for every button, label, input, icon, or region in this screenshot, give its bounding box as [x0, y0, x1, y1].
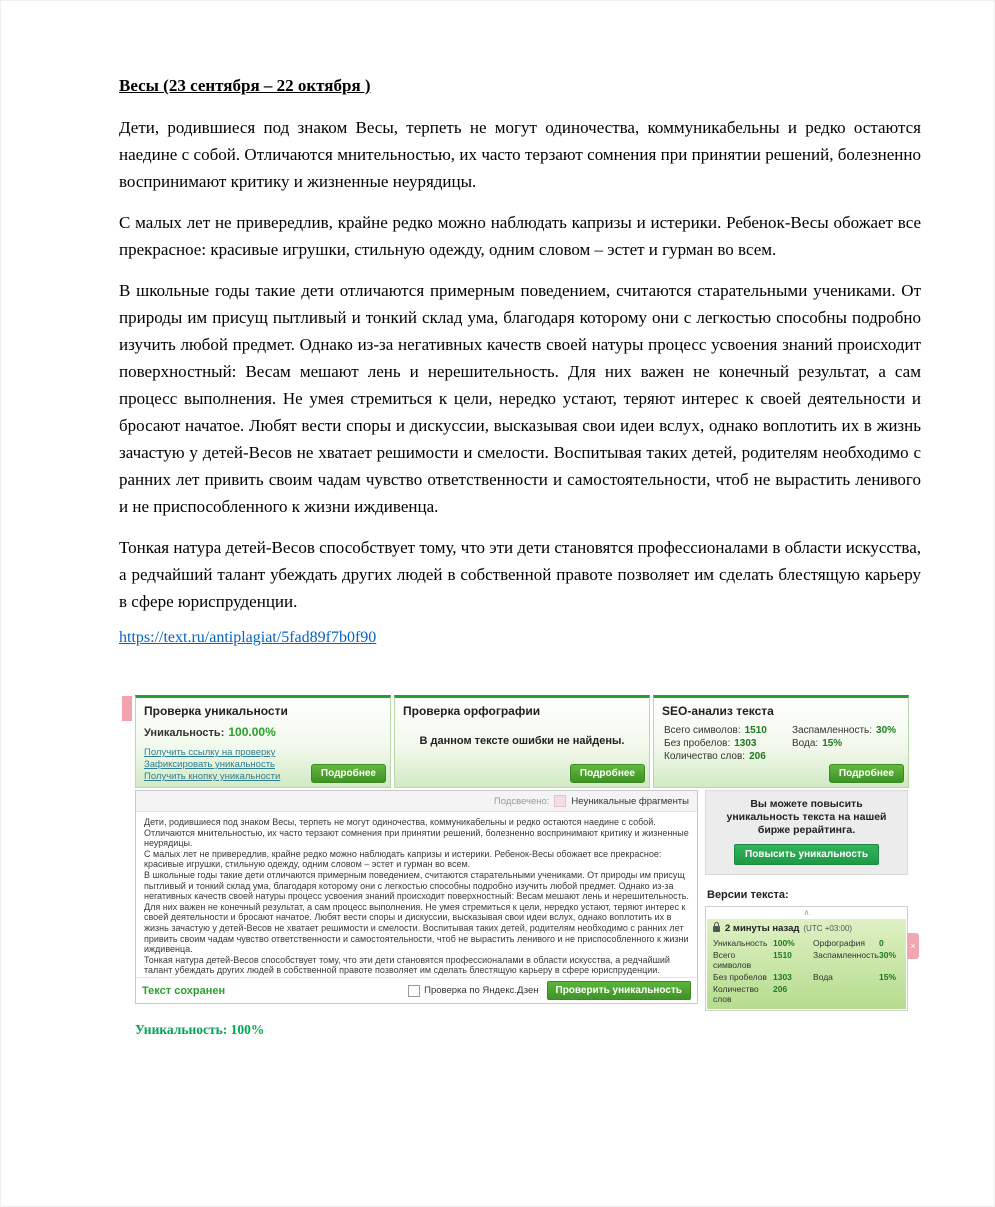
version-stat-label: Всего символов [713, 950, 752, 970]
checker-sidebar [705, 790, 916, 1011]
textru-screenshot [119, 693, 921, 1015]
version-stat-value: 1510 [773, 950, 792, 960]
seo-stats-right [792, 725, 896, 764]
antiplagiat-link[interactable]: https://text.ru/antiplagiat/5fad89f7b0f90 [119, 629, 377, 646]
seo-water-label: Вода: [792, 738, 819, 749]
checked-text-paragraph-4: Тонкая натура детей-Весов способствует тому, что эти дети становятся профессионалами в области искусства, а редчайший талант убеждать других людей в собственной правоте позволяет им сделать блестящую карьеру в сфере юриспруденции. [144, 954, 670, 976]
document-uniqueness-result: Уникальность: 100% [135, 1022, 265, 1037]
seo-word-count-value: 206 [749, 751, 766, 762]
checked-text-paragraph-2: С малых лет не привередлив, крайне редко можно наблюдать капризы и истерики. Ребенок-Весы обожает все прекрасное: красивые игрушки, стильную одежду, одним словом – эстет и гурман во всем. [144, 848, 662, 870]
highlight-legend-bar [136, 791, 697, 812]
version-time-row [713, 923, 900, 934]
get-check-link[interactable]: Получить ссылку на проверку [144, 747, 276, 758]
seo-water-value: 15% [822, 738, 843, 749]
fix-uniqueness-link[interactable]: Зафиксировать уникальность [144, 759, 276, 770]
lock-icon [713, 926, 720, 932]
seo-total-chars [664, 725, 792, 736]
yandex-zen-checkbox[interactable] [408, 985, 420, 997]
checked-text-paragraph-3: В школьные годы такие дети отличаются примерным поведением, считаются старательными учениками. От природы им присущ пытливый и тонкий склад ума, благодаря которому они с легкостью способны подробно изучить любой предмет. Однако из-за негативных качеств своей натуры процесс усвоения знаний происходит поверхностный: Весам мешают лень и нерешительность. Для них важен не конечный результат, а сам процесс выполнения. Не умея стремиться к цели, нередко устают, теряют интерес к своей деятельности и бросают начатое. Любят вести споры и дискуссии, высказывая свои идеи вслух, однако воплотить их в жизнь зачастую у детей-Весов не хватает решимости и смелости. Воспитывая таких детей, родителям необходимо с ранних лет привить своим чадам чувство ответственности и самостоятельности, чтоб не вырастить ленивого и не приспособленного к жизни иждивенца. [144, 869, 689, 955]
highlight-label: Подсвечено: [493, 795, 550, 807]
seo-stats-left [664, 725, 792, 764]
yandex-zen-checkbox-label: Проверка по Яндекс.Дзен [424, 985, 539, 996]
rewrite-promo-text: Вы можете повысить уникальность текста на нашей бирже рерайтинга. [726, 798, 887, 836]
seo-word-count [664, 751, 792, 762]
document-body [119, 76, 921, 663]
uniqueness-label: Уникальность: [144, 727, 225, 739]
version-stat-value: 1303 [773, 972, 792, 982]
seo-word-count-label: Количество слов: [664, 751, 746, 762]
version-stat-label: Без пробелов [713, 972, 767, 982]
version-stat-value [879, 984, 900, 1004]
document-paragraph-4: Тонкая натура детей-Весов способствует тому, что эти дети становятся профессионалами в области искусства, а редчайший талант убеждать других людей в собственной правоте позволяет им сделать блестящую карьеру в сфере юриспруденции. [119, 538, 921, 611]
seo-stats [654, 718, 908, 764]
checked-text[interactable] [136, 812, 697, 981]
document-title: Весы (23 сентября – 22 октября ) [119, 76, 371, 95]
version-stats [713, 938, 900, 1004]
version-time: 2 минуты назад [725, 923, 800, 934]
version-stat-value: 100% [773, 938, 795, 948]
highlight-legend: Неуникальные фрагменты [571, 795, 689, 807]
seo-spam-value: 30% [876, 725, 897, 736]
version-entry[interactable] [707, 919, 916, 1009]
collapse-versions-icon[interactable]: ∧ [803, 908, 810, 917]
delete-version-button[interactable]: × [907, 933, 919, 959]
uniqueness-details-button[interactable]: Подробнее [311, 764, 386, 783]
seo-no-spaces-value: 1303 [734, 738, 757, 749]
version-timezone: (UTC +03:00) [803, 924, 853, 933]
seo-no-spaces-label: Без пробелов: [664, 738, 731, 749]
seo-panel-title: SEO-анализ текста [662, 704, 774, 718]
seo-total-chars-value: 1510 [744, 725, 767, 736]
version-stat-label: Заспамленность [813, 950, 879, 960]
seo-details-button[interactable]: Подробнее [829, 764, 904, 783]
uniqueness-panel [135, 695, 391, 788]
version-stat-value: 206 [773, 984, 788, 994]
uniqueness-links [136, 741, 312, 782]
version-stat-label: Уникальность [713, 938, 768, 948]
get-uniqueness-button-link[interactable]: Получить кнопку уникальности [144, 771, 281, 782]
uniqueness-result [136, 718, 390, 741]
spelling-panel-title: Проверка орфографии [403, 704, 541, 718]
checked-text-panel [135, 790, 698, 1004]
document-paragraph-1: Дети, родившиеся под знаком Весы, терпеть не могут одиночества, коммуникабельны и редко остаются наедине с собой. Отличаются мнительностью, их часто терзают сомнения при принятии решений, болезненно воспринимают критику и жизненные неурядицы. [119, 118, 921, 191]
version-stat-value: 30% [879, 950, 897, 960]
version-stat-value: 15% [879, 972, 897, 982]
spelling-result-message: В данном тексте ошибки не найдены. [419, 735, 625, 747]
version-stat-label [813, 984, 879, 1004]
spelling-panel [394, 695, 650, 788]
seo-no-spaces [664, 738, 792, 749]
uniqueness-panel-title: Проверка уникальности [144, 704, 288, 718]
document-paragraph-2: С малых лет не привередлив, крайне редко можно наблюдать капризы и истерики. Ребенок-Весы обожает все прекрасное: красивые игрушки, стильную одежду, одним словом – эстет и гурман во всем. [119, 213, 921, 259]
checked-text-paragraph-1: Дети, родившиеся под знаком Весы, терпеть не могут одиночества, коммуникабельны и редко остаются наедине с собой. Отличаются мнительностью, их часто терзают сомнения при принятии решений, болезненно воспринимают критику и жизненные неурядицы. [144, 817, 689, 849]
rewrite-promo [705, 790, 908, 875]
antiplagiat-link-line [119, 629, 921, 647]
uniqueness-value: 100.00% [228, 725, 276, 739]
version-stat-value: 0 [879, 938, 884, 948]
seo-panel [653, 695, 909, 788]
spelling-details-button[interactable]: Подробнее [570, 764, 645, 783]
text-panel-footer [136, 977, 697, 1003]
document-paragraph-3: В школьные годы такие дети отличаются примерным поведением, считаются старательными учениками. От природы им присущ пытливый и тонкий склад ума, благодаря которому они с легкостью способны подробно изучить любой предмет. Однако из-за негативных качеств своей натуры процесс усвоения знаний происходит поверхностный: Весам мешают лень и нерешительность. Для них важен не конечный результат, а сам процесс выполнения. Не умея стремиться к цели, нередко устают, теряют интерес к своей деятельности и бросают начатое. Любят вести споры и дискуссии, высказывая свои идеи вслух, однако воплотить их в жизнь зачастую у детей-Весов не хватает решимости и смелости. Воспитывая таких детей, родителям необходимо с ранних лет привить своим чадам чувство ответственности и самостоятельности, чтоб не вырастить ленивого и не приспособленного к жизни иждивенца. [119, 281, 921, 516]
text-saved-status: Текст сохранен [142, 984, 226, 997]
versions-box [705, 906, 916, 1011]
pink-marker [122, 696, 132, 721]
seo-water [792, 738, 896, 749]
boost-uniqueness-button[interactable]: Повысить уникальность [734, 844, 879, 865]
version-stat-label: Орфография [813, 938, 865, 948]
versions-title: Версии текста: [707, 889, 789, 901]
check-uniqueness-button[interactable]: Проверить уникальность [547, 981, 692, 1000]
seo-total-chars-label: Всего символов: [664, 725, 741, 736]
nonunique-swatch-icon [554, 795, 566, 807]
seo-spam-label: Заспамленность: [792, 725, 873, 736]
seo-spam [792, 725, 896, 736]
version-stat-label: Количество слов [713, 984, 759, 1004]
version-stat-label: Вода [813, 972, 833, 982]
